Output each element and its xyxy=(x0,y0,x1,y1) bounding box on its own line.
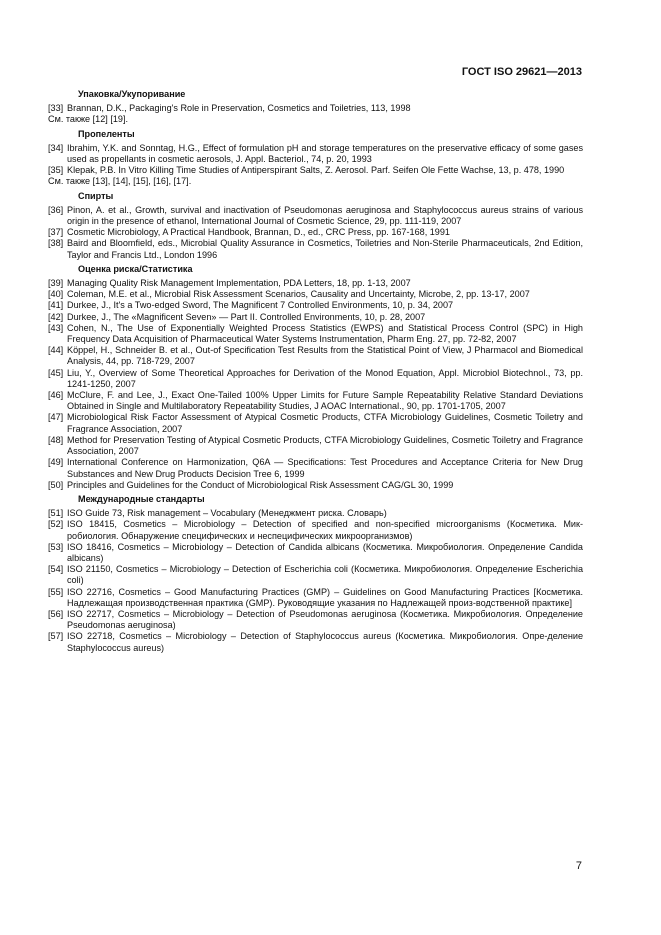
reference-item xyxy=(48,587,583,609)
reference-text: ISO Guide 73, Risk management – Vocabulary (Менеджмент риска. Словарь) xyxy=(67,508,387,519)
reference-item xyxy=(48,368,583,390)
section-title: Упаковка/Укупоривание xyxy=(78,89,186,99)
reference-text: Cosmetic Microbiology, A Practical Handbook, Brannan, D., ed., CRC Press, pp. 167-168, 1991 xyxy=(67,227,450,238)
section-title: Пропеленты xyxy=(78,128,135,139)
reference-item xyxy=(48,631,583,653)
reference-text: Pinon, A. et al., Growth, survival and inactivation of Pseudomonas aeruginosa and Staphylococcus aureus strains of various origin in the presence of ethanol, International Journal of Cosmetic Science, 29, pp. 111-119, 2007 xyxy=(67,204,583,227)
reference-item xyxy=(48,435,583,457)
reference-text: Durkee, J., The «Magnificent Seven» — Part II. Controlled Environments, 10, p. 28, 2007 xyxy=(67,311,426,322)
reference-item xyxy=(48,103,583,114)
reference-text: Method for Preservation Testing of Atypical Cosmetic Products, CTFA Microbiology Guidelines, Cosmetic Toiletry and Fragrance Association, 2007 xyxy=(67,434,583,457)
reference-number: [41] xyxy=(48,300,64,311)
reference-number: [47] xyxy=(48,412,64,423)
reference-number: [52] xyxy=(48,519,64,530)
document-header: ГОСТ ISO 29621—2013 xyxy=(461,66,582,78)
reference-item xyxy=(48,205,583,227)
reference-text: Principles and Guidelines for the Conduct of Microbiological Risk Assessment CAG/GL 30, 1999 xyxy=(67,479,454,490)
reference-item xyxy=(48,238,583,260)
reference-text: Durkee, J., It's a Two-edged Sword, The Magnificent 7 Controlled Environments, 10, p. 34, 2007 xyxy=(67,300,454,311)
section-title: Спирты xyxy=(78,190,114,201)
reference-number: [44] xyxy=(48,345,64,356)
reference-item xyxy=(48,542,583,564)
section-title: Оценка риска/Статистика xyxy=(78,263,193,274)
reference-item xyxy=(48,143,583,165)
reference-text: Microbiological Risk Factor Assessment of Atypical Cosmetic Products, CTFA Microbiology Guidelines, Cosmetic Toiletry and Fragrance Association, 2007 xyxy=(67,412,583,434)
reference-item xyxy=(48,300,583,311)
reference-text: International Conference on Harmonization, Q6A — Specifications: Test Procedures and Acceptance Criteria for New Drug Substances and New Drug Products Decision Tree 6, 1999 xyxy=(67,457,583,479)
reference-item xyxy=(48,165,583,176)
reference-item xyxy=(48,480,583,491)
reference-number: [39] xyxy=(48,278,64,289)
reference-number: [49] xyxy=(48,457,64,468)
reference-item xyxy=(48,345,583,367)
reference-number: [33] xyxy=(48,103,64,114)
reference-number: [45] xyxy=(48,367,64,378)
reference-number: [35] xyxy=(48,165,64,176)
page-number: 7 xyxy=(575,860,582,872)
reference-number: [50] xyxy=(48,479,64,490)
reference-number: [48] xyxy=(48,434,64,445)
reference-item xyxy=(48,227,583,238)
reference-item xyxy=(48,312,583,323)
reference-item xyxy=(48,278,583,289)
reference-text: ISO 18415, Cosmetics – Microbiology – Detection of specified and non-specified microorganisms (Косметика. Мик-робиология. Обнаружение специфических и неспецифических микроорганизмов) xyxy=(67,519,583,541)
reference-text: Klepak, P.B. In Vitro Killing Time Studies of Antiperspirant Salts, Z. Aerosol. Parf. Seifen Ole Fette Wachse, 13, p. 478, 1990 xyxy=(67,165,565,176)
reference-text: Managing Quality Risk Management Implementation, PDA Letters, 18, pp. 1-13, 2007 xyxy=(67,278,411,289)
reference-text: ISO 22716, Cosmetics – Good Manufacturing Practices (GMP) – Guidelines on Good Manufacturing Practices [Косметика. Надлежащая производственная практика (GMP). Руководящие указания по Надлежащей произ-водственной практике] xyxy=(67,586,583,608)
reference-item xyxy=(48,564,583,586)
see-also: См. также [13], [14], [15], [16], [17]. xyxy=(48,176,192,187)
reference-text: Köppel, H., Schneider B. et al., Out-of Specification Test Results from the Statistical Point of View, J Pharmacol and Biomedical Analysis, 44, pp. 718-729, 2007 xyxy=(67,345,583,367)
reference-item xyxy=(48,457,583,479)
reference-item xyxy=(48,412,583,434)
reference-number: [53] xyxy=(48,541,64,552)
reference-item xyxy=(48,508,583,519)
reference-number: [34] xyxy=(48,142,64,153)
reference-text: McClure, F. and Lee, J., Exact One-Tailed 100% Upper Limits for Future Sample Repeatability Relative Standard Deviations Obtained in Single and Multilaboratory Repeatability Studies, J AOAC International., 90, pp. 1701-1705, 2007 xyxy=(67,390,583,412)
reference-number: [46] xyxy=(48,390,64,401)
reference-number: [36] xyxy=(48,204,64,215)
reference-text: Ibrahim, Y.K. and Sonntag, H.G., Effect of formulation pH and storage temperatures on the preservative efficacy of some gases used as propellants in cosmetic aerosols, J. Appl. Bacteriol., 74, p. 20, 1993 xyxy=(67,142,583,165)
reference-number: [56] xyxy=(48,608,64,619)
reference-text: Baird and Bloomfield, eds., Microbial Quality Assurance in Cosmetics, Toiletries and Non-Sterile Pharmaceuticals, 2nd Edition, Taylor and Francis Ltd., London 1996 xyxy=(67,238,583,260)
reference-number: [55] xyxy=(48,586,64,597)
reference-number: [37] xyxy=(48,227,64,238)
reference-item xyxy=(48,323,583,345)
reference-text: ISO 22718, Cosmetics – Microbiology – Detection of Staphylococcus aureus (Косметика. Микробиология. Опре-деление Staphylococcus aureus) xyxy=(67,631,583,653)
reference-text: Coleman, M.E. et al., Microbial Risk Assessment Scenarios, Causality and Uncertainty, Microbe, 2, pp. 13-17, 2007 xyxy=(67,289,530,300)
reference-item xyxy=(48,289,583,300)
reference-number: [57] xyxy=(48,631,64,642)
reference-number: [51] xyxy=(48,508,64,519)
reference-text: Cohen, N., The Use of Exponentially Weighted Process Statistics (EWPS) and Statistical Process Control (SPC) in High Frequency Data Acquisition of Pharmaceutical Water Systems Instrumentation, Pharm Eng. 27, pp. 72-82, 2007 xyxy=(67,322,583,345)
reference-item xyxy=(48,390,583,412)
bibliography xyxy=(48,86,583,654)
reference-text: Liu, Y., Overview of Some Theoretical Approaches for Derivation of the Monod Equation, Appl. Microbiol Biotechnol., 73, pp. 1241-1250, 2007 xyxy=(67,367,583,389)
reference-number: [43] xyxy=(48,322,64,333)
reference-item xyxy=(48,609,583,631)
reference-number: [40] xyxy=(48,289,64,300)
section-title: Международные стандарты xyxy=(78,493,205,504)
reference-number: [54] xyxy=(48,564,64,575)
reference-text: ISO 21150, Cosmetics – Microbiology – Detection of Escherichia coli (Косметика. Микробиология. Определение Escherichia coli) xyxy=(67,564,583,586)
reference-number: [42] xyxy=(48,311,64,322)
see-also: См. также [12] [19]. xyxy=(48,114,129,125)
reference-text: Brannan, D.K., Packaging's Role in Preservation, Cosmetics and Toiletries, 113, 1998 xyxy=(67,103,411,114)
reference-item xyxy=(48,519,583,541)
reference-text: ISO 22717, Cosmetics – Microbiology – Detection of Pseudomonas aeruginosa (Косметика. Микробиология. Определение Pseudomonas aeruginosa) xyxy=(67,608,583,631)
reference-number: [38] xyxy=(48,238,64,249)
reference-text: ISO 18416, Cosmetics – Microbiology – Detection of Candida albicans (Косметика. Микробиология. Определение Candida albicans) xyxy=(67,541,583,563)
